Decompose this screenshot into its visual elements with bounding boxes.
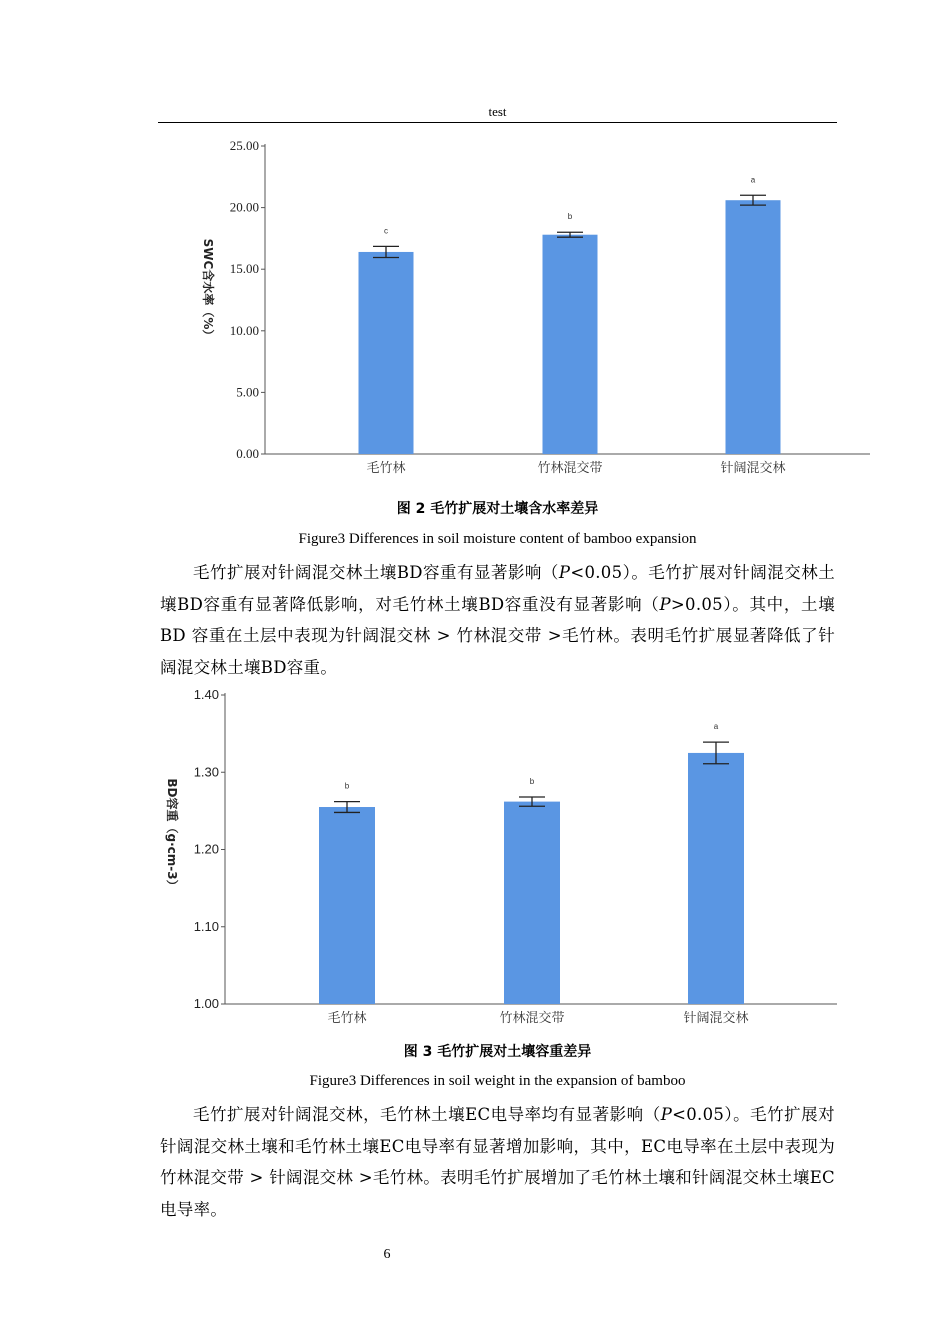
y-tick-label: 15.00 [229,261,259,277]
significance-letter: b [529,776,535,786]
x-tick-label: 竹林混交带 [499,1011,565,1026]
bar [319,807,375,1004]
bar [504,802,560,1004]
y-tick-label: 0.00 [236,446,259,461]
figure3-caption-en: Figure3 Differences in soil weight in the expansion of bamboo [309,1073,686,1089]
figure2-caption-zh: 图 2 毛竹扩展对土壤含水率差异 [396,501,599,517]
significance-letter: c [384,226,388,236]
y-tick-label: 25.00 [229,138,259,153]
y-axis-label: BD容重（g·cm-3） [165,778,179,892]
y-tick-label: 1.10 [193,918,219,934]
y-tick-label: 1.20 [193,841,219,857]
swc-bar-chart [190,130,880,490]
x-tick-label: 竹林混交带 [537,461,603,476]
bar [359,252,414,454]
figure3-caption-zh: 图 3 毛竹扩展对土壤容重差异 [403,1044,592,1060]
paragraph-bd: 毛竹扩展对针阔混交林土壤BD容重有显著影响（P<0.05）。毛竹扩展对针阔混交林土壤BD容重有显著降低影响，对毛竹林土壤BD容重没有显著影响（P>0.05）。其中，土壤BD 容重在土层中表现为针阔混交林 > 竹林混交带 >毛竹林。表明毛竹扩展显著降低了针阔混交林土壤BD容重。 [160,563,835,677]
page-header: test [488,104,507,119]
page-number: 6 [383,1247,391,1262]
paragraph-ec: 毛竹扩展对针阔混交林，毛竹林土壤EC电导率均有显著影响（P<0.05）。毛竹扩展对针阔混交林土壤和毛竹林土壤EC电导率有显著增加影响，其中，EC电导率在土层中表现为竹林混交带 > 针阔混交林 >毛竹林。表明毛竹扩展增加了毛竹林土壤和针阔混交林土壤EC电导率。 [160,1105,835,1219]
y-tick-label: 10.00 [229,322,259,338]
x-tick-label: 针阔混交林 [720,461,786,476]
x-tick-label: 毛竹林 [366,461,406,476]
y-tick-label: 1.30 [193,764,219,780]
bd-bar-chart [155,680,845,1030]
y-tick-label: 1.40 [193,687,219,702]
bar [688,753,744,1004]
y-tick-label: 20.00 [229,199,259,215]
x-tick-label: 毛竹林 [327,1011,367,1026]
bar [543,235,598,454]
x-tick-label: 针阔混交林 [683,1011,749,1026]
y-tick-label: 5.00 [236,384,259,400]
significance-letter: a [750,175,756,185]
significance-letter: b [344,781,350,791]
header-rule [158,122,837,123]
figure2-caption-en: Figure3 Differences in soil moisture content of bamboo expansion [298,531,697,547]
y-tick-label: 1.00 [193,996,219,1011]
bar [726,200,781,454]
significance-letter: a [713,722,719,732]
significance-letter: b [567,212,573,222]
y-axis-label: SWC含水率（%） [201,238,215,342]
